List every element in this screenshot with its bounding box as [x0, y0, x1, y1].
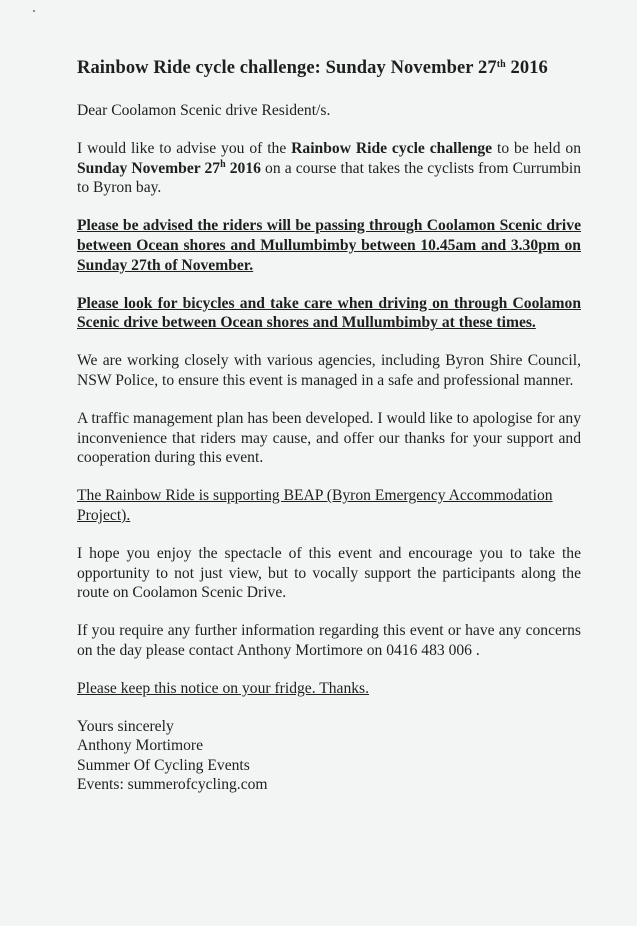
signature-name: Anthony Mortimore: [77, 737, 204, 755]
letter-body: [77, 58, 581, 795]
signature-closing: Yours sincerely: [77, 717, 174, 735]
paragraph-beap: The Rainbow Ride is supporting BEAP (Byron Emergency Accommodation Project).: [77, 487, 553, 524]
paragraph-contact: If you require any further information regarding this event or have any concerns on the day please contact Anthony Mortimore on 0416 483 006 .: [77, 622, 581, 659]
signature-block: [77, 717, 581, 795]
signature-website: Events: summerofcycling.com: [77, 776, 268, 794]
intro-date: [77, 160, 261, 177]
intro-event-name: Rainbow Ride cycle challenge: [291, 139, 493, 157]
intro-mid: to be held on: [492, 139, 581, 157]
letter-title: [77, 58, 581, 79]
title-sup: th: [496, 59, 506, 70]
signature-organisation: Summer Of Cycling Events: [77, 756, 250, 774]
paragraph-spectacle: I hope you enjoy the spectacle of this event and encourage you to take the opportunity to not just view, but to vocally support the participants along the route on Coolamon Scenic Drive.: [77, 544, 581, 602]
notice-passing-times: Please be advised the riders will be passing through Coolamon Scenic drive between Ocean shores and Mullumbimby between 10.45am and 3.30pm on Sunday 27th of November.: [77, 217, 581, 274]
scan-speck: [33, 10, 35, 12]
greeting: Dear Coolamon Scenic drive Resident/s.: [77, 102, 331, 119]
title-text: Rainbow Ride cycle challenge: Sunday November 27: [77, 58, 497, 78]
notice-take-care: Please look for bicycles and take care when driving on through Coolamon Scenic drive between Ocean shores and Mullumbimby at these times.: [77, 294, 581, 332]
intro-date-sup: h: [220, 158, 226, 170]
intro-pre: I would like to advise you of the: [77, 139, 292, 157]
intro-date-text: Sunday November 27: [77, 159, 221, 177]
intro-post: on a course that takes the cyclists from Currumbin to Byron bay.: [77, 159, 582, 197]
paragraph-traffic-plan: A traffic management plan has been developed. I would like to apologise for any inconvenience that riders may cause, and offer our thanks for your support and cooperation during this event.: [77, 409, 581, 467]
intro-year: 2016: [225, 159, 261, 177]
paragraph-fridge: Please keep this notice on your fridge. Thanks.: [77, 679, 370, 697]
intro-paragraph: [77, 139, 581, 198]
paragraph-agencies: We are working closely with various agencies, including Byron Shire Council, NSW Police, to ensure this event is managed in a safe and professional manner.: [77, 352, 581, 389]
title-year: 2016: [505, 58, 548, 78]
